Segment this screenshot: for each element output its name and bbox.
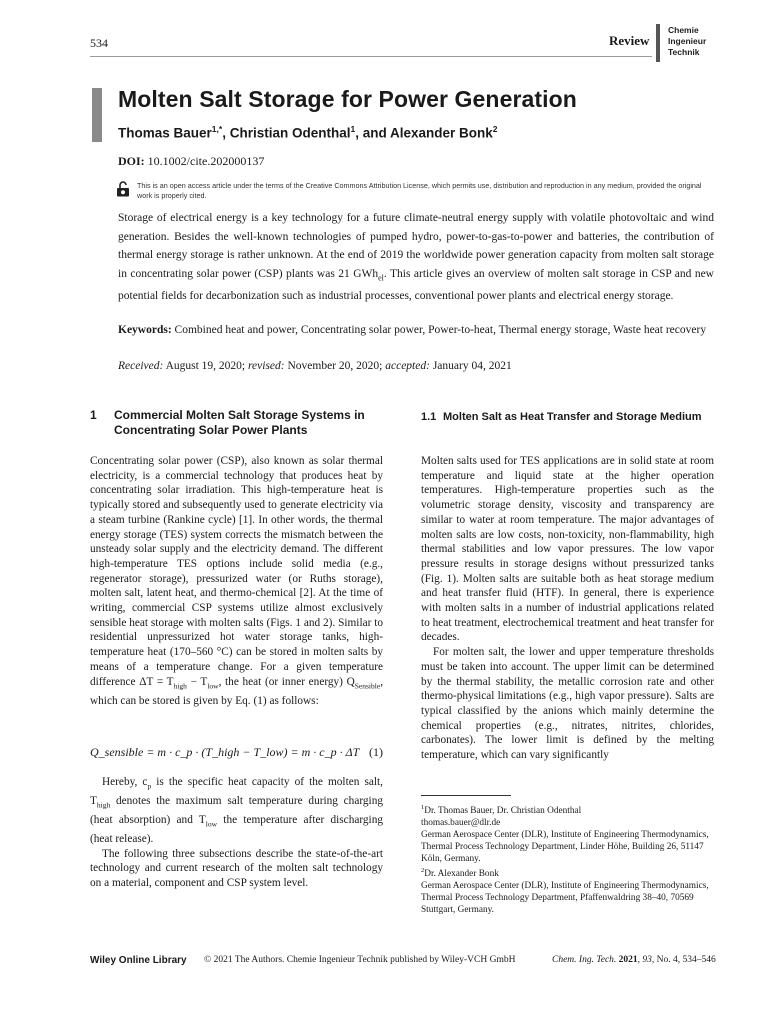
subscript: low (207, 680, 219, 690)
paragraph-text: the temperature after discharging (heat release). (90, 813, 383, 845)
paragraph-text: Hereby, c (102, 776, 148, 788)
paragraph-text: is the specific heat capacity of the molten salt, T (90, 776, 383, 807)
section-title: Commercial Molten Salt Storage Systems in Concentrating Solar Power Plants (114, 408, 365, 437)
copyright-notice: © 2021 The Authors. Chemie Ingenieur Technik published by Wiley-VCH GmbH (204, 955, 516, 965)
abstract-subscript: el (378, 272, 384, 282)
subscript: p (147, 781, 152, 791)
equation-text: Q_sensible = m · c_p · (T_high − T_low) = m · c_p · ΔT (90, 745, 360, 759)
citation-pages: , No. 4, 534–546 (651, 955, 716, 965)
page-number: 534 (90, 36, 108, 50)
subscript: high (96, 800, 111, 810)
citation-year: 2021 (618, 955, 638, 965)
subsection-number: 1.1 (421, 411, 437, 423)
abstract-text: Storage of electrical energy is a key technology for a future climate-neutral energy supply with volatile photovoltaic and wind generation. Besides the well-known technologies of pumped hydro, power-to-gas-to-power and batteries, the contribution of thermal energy storage is rather unknown. At the end of 2019 the worldwide power generation capacity from molten salt storage in concentrating solar power (CSP) plants was 21 GWh (118, 212, 714, 280)
paragraph: The following three subsections describe the state-of-the-art technology and current research of the molten salt technology on a material, component and CSP system level. (90, 847, 383, 889)
doi-link[interactable]: 10.1002/cite.202000137 (147, 154, 265, 168)
subscript: Sensible (354, 680, 381, 690)
journal-logo-bar (656, 24, 660, 62)
footnote-affiliation: German Aerospace Center (DLR), Institute of Engineering Thermodynamics, Thermal Process Technology Department, Pfaffenwaldring 38–40, 70569 Stuttgart, Germany. (421, 881, 709, 916)
paragraph (90, 454, 383, 708)
citation: Chem. Ing. Tech. 2021, 93, No. 4, 534–546 (552, 955, 716, 965)
journal-logo-line: Ingenieur (668, 36, 707, 46)
footnote-name: Dr. Thomas Bauer, Dr. Christian Odenthal (424, 806, 582, 817)
body-text-left (90, 454, 383, 708)
paragraph: Molten salts used for TES applications are in solid state at room temperature and liquid state at the higher operation temperatures. High-temperature properties such as the volumetric storage density, viscosity and transparency are similar to water at room temperature. The major advantages of molten salts are low costs, non-toxicity, non-flammability, high thermal stabilities and low vapor pressures. The low vapor pressure results in storage designs without pressurized tanks (Fig. 1). Molten salts are suitable both as heat storage medium and heat transfer fluid (HTF). In general, there is experience with molten salts in a number of industrial applications related to heat treatment, electrochemical treatment and heat transfer for decades. (421, 455, 714, 644)
paragraph: For molten salt, the lower and upper temperature thresholds must be taken into account. The upper limit can be determined by the thermal stability, the metallic corrosion rate and other thermo-physical limitations (e.g., high vapor pressure). Salts are typical classified by the anions which mainly determine the chemical properties (e.g., nitrates, nitrites, chlorides, carbonates). The lower limit is defined by the melting temperature, which can vary significantly (421, 646, 714, 762)
paragraph-text: Concentrating solar power (CSP), also known as solar thermal electricity, is a commercial technology that produces heat by concentrating solar irradiation. This high-temperature heat is typically stored and subsequently used to generate electricity via a steam turbine (Rankine cycle) [1]. In other words, the thermal energy storage (TES) system corrects the mismatch between the unsteady solar supply and the electricity demand. The different high-temperature TES options include solid media (e.g., regenerator storage), pressurized water (or Ruths storage), molten salt, latent heat, and thermo-chemical [2]. At the time of writing, commercial CSP systems utilize almost exclusively sensible heat storage with molten salts (Figs. 1 and 2). Similar to residential unpressurized hot water storage tanks, high-temperature heat (170–560 °C) can be stored in molten salts by means of a temperature change. For a given temperature difference ΔT = T (90, 455, 383, 688)
author-name: Alexander Bonk (389, 125, 493, 141)
title-accent-bar (92, 88, 102, 142)
citation-volume: 93 (642, 955, 652, 965)
open-lock-icon (116, 181, 130, 197)
equation-1 (90, 745, 383, 760)
accepted-label: accepted: (385, 360, 430, 372)
author-affiliation-mark: 1, (211, 124, 219, 134)
wiley-online-library-logo: Wiley Online Library (90, 955, 187, 966)
keywords-label: Keywords: (118, 324, 172, 336)
footnote-mark: 1 (421, 804, 425, 811)
author-list (118, 124, 497, 141)
abstract (118, 209, 714, 306)
paragraph-text: denotes the maximum salt temperature during charging (heat absorption) and T (90, 794, 383, 826)
section-label: Review (609, 33, 650, 48)
revised-date: November 20, 2020; (284, 360, 386, 372)
footnote-mark: 2 (421, 867, 425, 875)
author-name: Thomas Bauer (118, 125, 212, 141)
footnote-affiliation: German Aerospace Center (DLR), Institute of Engineering Thermodynamics, Thermal Process Technology Department, Linder Höhe, Building 26, 51147 Köln, Germany. (421, 830, 709, 865)
doi (118, 154, 264, 169)
subsection-title: Molten Salt as Heat Transfer and Storage Medium (443, 411, 702, 423)
article-title: Molten Salt Storage for Power Generation (118, 86, 577, 112)
abstract-text: . This article gives an overview of molten salt storage in CSP and new potential fields for decarbonization such as industrial processes, conventional power plants and electrical energy storage. (118, 267, 714, 303)
footnote-email[interactable]: thomas.bauer@dlr.de (421, 818, 501, 829)
section-heading (90, 408, 383, 438)
footnote-author (421, 802, 714, 817)
citation-journal: Chem. Ing. Tech. (552, 955, 617, 965)
author-affiliation-mark: 2 (492, 124, 498, 134)
header-rule (90, 56, 652, 57)
paragraph-text: , which can be stored is given by Eq. (1) as follows: (90, 675, 384, 707)
journal-logo-line: Chemie (668, 25, 699, 35)
keywords (118, 322, 714, 339)
doi-label: DOI: (118, 154, 145, 168)
footnote-name: Dr. Alexander Bonk (424, 869, 499, 880)
author-footnotes (421, 802, 714, 916)
accepted-date: January 04, 2021 (429, 360, 512, 372)
author-separator: , (222, 125, 230, 141)
received-label: Received: (118, 360, 164, 372)
subscript: low (205, 819, 218, 829)
subscript: high (173, 680, 187, 690)
open-access-note: This is an open access article under the terms of the Creative Commons Attribution License, which permits use, distribution and reproduction in any medium, provided the original work is properly cited. (137, 181, 702, 200)
corresponding-author-mark: * (218, 124, 223, 134)
keywords-list: Combined heat and power, Concentrating solar power, Power-to-heat, Thermal energy storage, Waste heat recovery (171, 324, 707, 336)
paragraph (90, 775, 383, 847)
paragraph-text: , the heat (or inner energy) Q (218, 675, 355, 688)
revised-label: revised: (248, 360, 285, 372)
body-text-right (421, 454, 714, 763)
body-text-left-continued (90, 775, 383, 891)
author-affiliation-mark: 1 (350, 124, 356, 134)
footnote-author (421, 865, 714, 880)
journal-logo (668, 25, 706, 58)
subsection-heading (421, 410, 714, 425)
journal-logo-line: Technik (668, 47, 700, 57)
paragraph-text: − T (186, 675, 208, 688)
equation-number: (1) (369, 745, 383, 759)
author-name: Christian Odenthal (229, 125, 351, 141)
received-date: August 19, 2020; (163, 360, 248, 372)
footnote-rule (421, 795, 511, 796)
article-dates (118, 360, 512, 372)
section-number: 1 (90, 408, 97, 422)
author-separator: , and (355, 125, 390, 141)
